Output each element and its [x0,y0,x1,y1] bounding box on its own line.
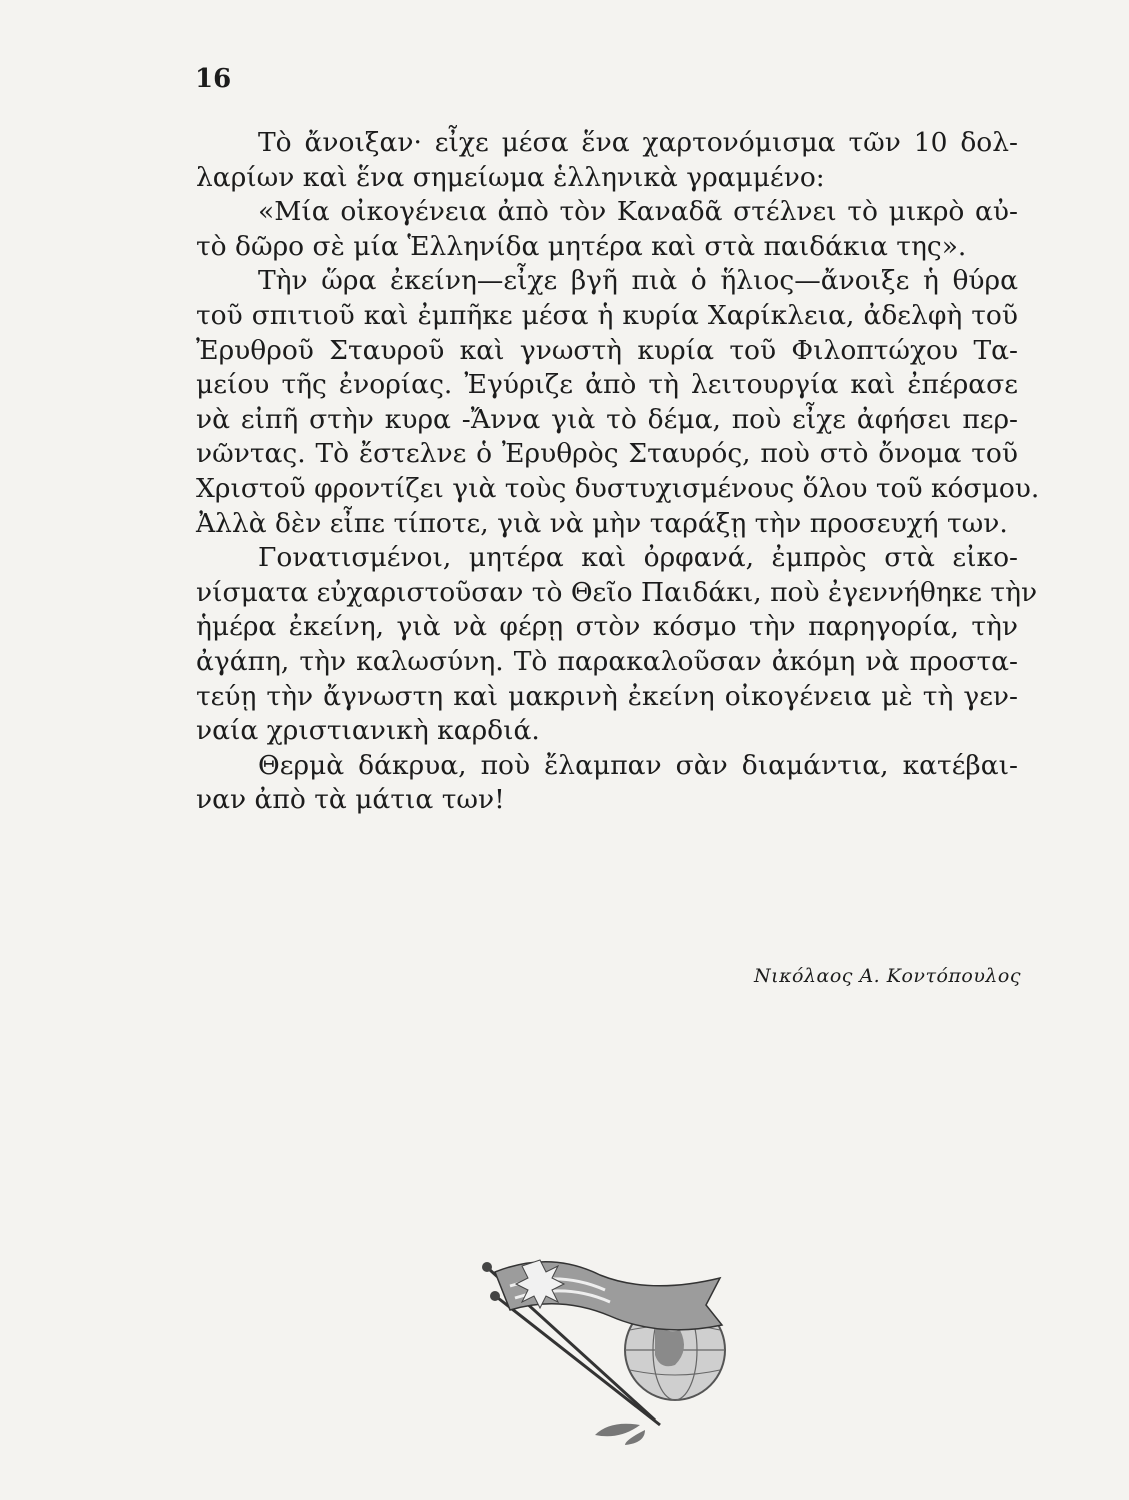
text-line: ἡμέρα ἐκείνη, γιὰ νὰ φέρῃ στὸν κόσμο τὴν παρηγορία, τὴν [196,611,1018,643]
text-line: ναν ἀπὸ τὰ μάτια των! [196,784,505,816]
text-line: Γονατισμένοι, μητέρα καὶ ὀρφανά, ἐμπρὸς στὰ εἰκο- [258,542,1018,574]
text-line: τεύῃ τὴν ἄγνωστη καὶ μακρινὴ ἐκείνη οἰκογένεια μὲ τὴ γεν- [196,680,1018,712]
text-line: «Μία οἰκογένεια ἀπὸ τὸν Καναδᾶ στέλνει τὸ μικρὸ αὐ- [258,196,1018,228]
text-line: τὸ δῶρο σὲ μία Ἑλληνίδα μητέρα καὶ στὰ παιδάκια της». [196,230,967,262]
author-signature: Νικόλαος Α. Κοντόπουλος [754,965,1021,987]
text-line: ἀγάπη, τὴν καλωσύνη. Τὸ παρακαλοῦσαν ἀκόμη νὰ προστα- [196,645,1018,677]
text-line: νὰ εἰπῆ στὴν κυρα -Ἄννα γιὰ τὸ δέμα, ποὺ εἶχε ἀφήσει περ- [196,403,1018,435]
text-line: νῶντας. Τὸ ἔστελνε ὁ Ἐρυθρὸς Σταυρός, ποὺ στὸ ὄνομα τοῦ [196,438,1018,470]
text-line: Τὴν ὥρα ἐκείνη—εἶχε βγῆ πιὰ ὁ ἥλιος—ἄνοιξε ἡ θύρα [258,265,1018,297]
text-line: μείου τῆς ἐνορίας. Ἐγύριζε ἀπὸ τὴ λειτουργία καὶ ἐπέρασε [196,369,1018,401]
flags-and-globe-ornament-icon [470,1250,770,1445]
text-line: λαρίων καὶ ἕνα σημείωμα ἑλληνικὰ γραμμένο: [196,161,825,193]
text-line: Χριστοῦ φροντίζει γιὰ τοὺς δυστυχισμένους ὅλου τοῦ κόσμου. [196,472,1040,504]
text-line: ναία χριστιανικὴ καρδιά. [196,715,540,747]
text-line: Τὸ ἄνοιξαν· εἶχε μέσα ἕνα χαρτονόμισμα τῶν 10 δολ- [258,127,1018,158]
text-line: τοῦ σπιτιοῦ καὶ ἐμπῆκε μέσα ἡ κυρία Χαρίκλεια, ἀδελφὴ τοῦ [196,299,1018,331]
page-number: 16 [195,64,232,94]
text-line: Θερμὰ δάκρυα, ποὺ ἔλαμπαν σὰν διαμάντια, κατέβαι- [258,749,1018,781]
text-line: νίσματα εὐχαριστοῦσαν τὸ Θεῖο Παιδάκι, ποὺ ἐγεννήθηκε τὴν [196,576,1038,608]
text-line: Ἐρυθροῦ Σταυροῦ καὶ γνωστὴ κυρία τοῦ Φιλοπτώχου Τα- [196,334,1018,366]
text-line: Ἀλλὰ δὲν εἶπε τίποτε, γιὰ νὰ μὴν ταράξῃ τὴν προσευχή των. [196,507,1008,539]
body-text [196,126,1040,818]
